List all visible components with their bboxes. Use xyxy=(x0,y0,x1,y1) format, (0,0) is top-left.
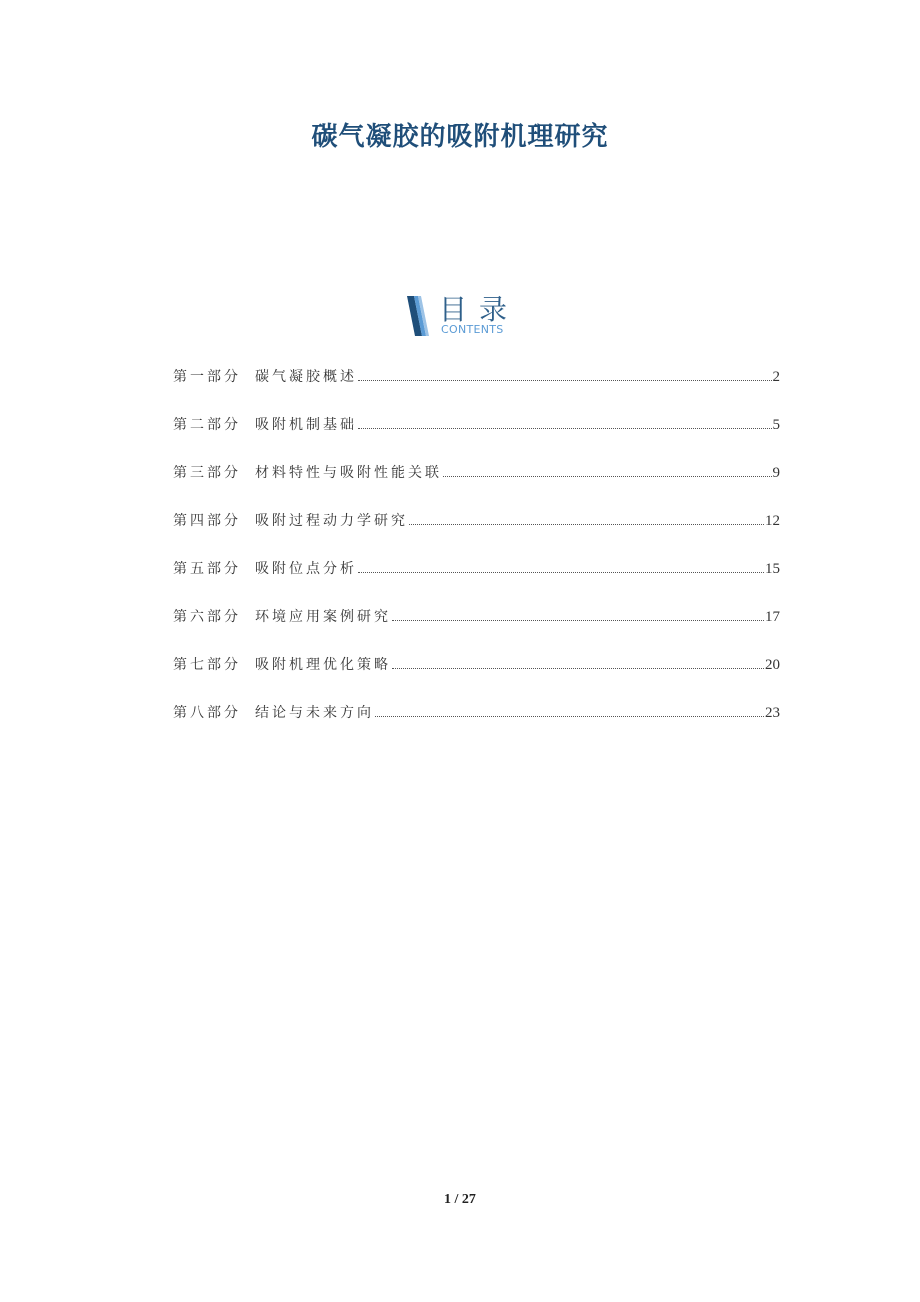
dot-leader xyxy=(409,524,764,525)
dot-leader xyxy=(358,572,764,573)
dot-leader xyxy=(392,620,764,621)
toc-entry-8[interactable] xyxy=(173,702,780,750)
toc-entry-title: 吸附机理优化策略 xyxy=(255,657,391,673)
toc-part-label: 第四部分 xyxy=(173,513,241,529)
dot-leader xyxy=(358,428,772,429)
toc-part-label: 第二部分 xyxy=(173,417,241,433)
toc-page-number: 23 xyxy=(765,705,780,721)
toc-entry-2[interactable] xyxy=(173,414,780,462)
toc-entry-title: 吸附机制基础 xyxy=(255,417,357,433)
toc-part-label: 第五部分 xyxy=(173,561,241,577)
dot-leader xyxy=(392,668,764,669)
toc-entry-6[interactable] xyxy=(173,606,780,654)
toc-entry-1[interactable] xyxy=(173,366,780,414)
toc-entry-title: 吸附位点分析 xyxy=(255,561,357,577)
toc-subheading: CONTENTS xyxy=(441,323,504,336)
dot-leader xyxy=(443,476,772,477)
toc-entry-title: 结论与未来方向 xyxy=(255,705,374,721)
toc-entry-title: 材料特性与吸附性能关联 xyxy=(255,465,442,481)
toc-entry-3[interactable] xyxy=(173,462,780,510)
dot-leader xyxy=(375,716,764,717)
toc-entry-title: 碳气凝胶概述 xyxy=(255,369,357,385)
toc-page-number: 9 xyxy=(772,465,780,481)
toc-page-number: 15 xyxy=(765,561,780,577)
toc-page-number: 20 xyxy=(765,657,780,673)
toc-heading: 目录 xyxy=(439,293,520,326)
toc-entry-5[interactable] xyxy=(173,558,780,606)
toc-page-number: 12 xyxy=(765,513,780,529)
toc-entry-title: 吸附过程动力学研究 xyxy=(255,513,408,529)
toc-entry-7[interactable] xyxy=(173,654,780,702)
toc-part-label: 第三部分 xyxy=(173,465,241,481)
toc-page-number: 5 xyxy=(772,417,780,433)
page-indicator: 1 / 27 xyxy=(444,1192,476,1207)
document-title: 碳气凝胶的吸附机理研究 xyxy=(311,122,609,152)
toc-page-number: 2 xyxy=(772,369,780,385)
toc-part-label: 第八部分 xyxy=(173,705,241,721)
toc-part-label: 第一部分 xyxy=(173,369,241,385)
toc-part-label: 第七部分 xyxy=(173,657,241,673)
toc-list xyxy=(173,366,780,750)
toc-entry-4[interactable] xyxy=(173,510,780,558)
toc-page-number: 17 xyxy=(765,609,780,625)
toc-entry-title: 环境应用案例研究 xyxy=(255,609,391,625)
bookmark-stripes-icon xyxy=(405,294,431,338)
toc-header xyxy=(405,292,525,340)
dot-leader xyxy=(358,380,772,381)
toc-part-label: 第六部分 xyxy=(173,609,241,625)
